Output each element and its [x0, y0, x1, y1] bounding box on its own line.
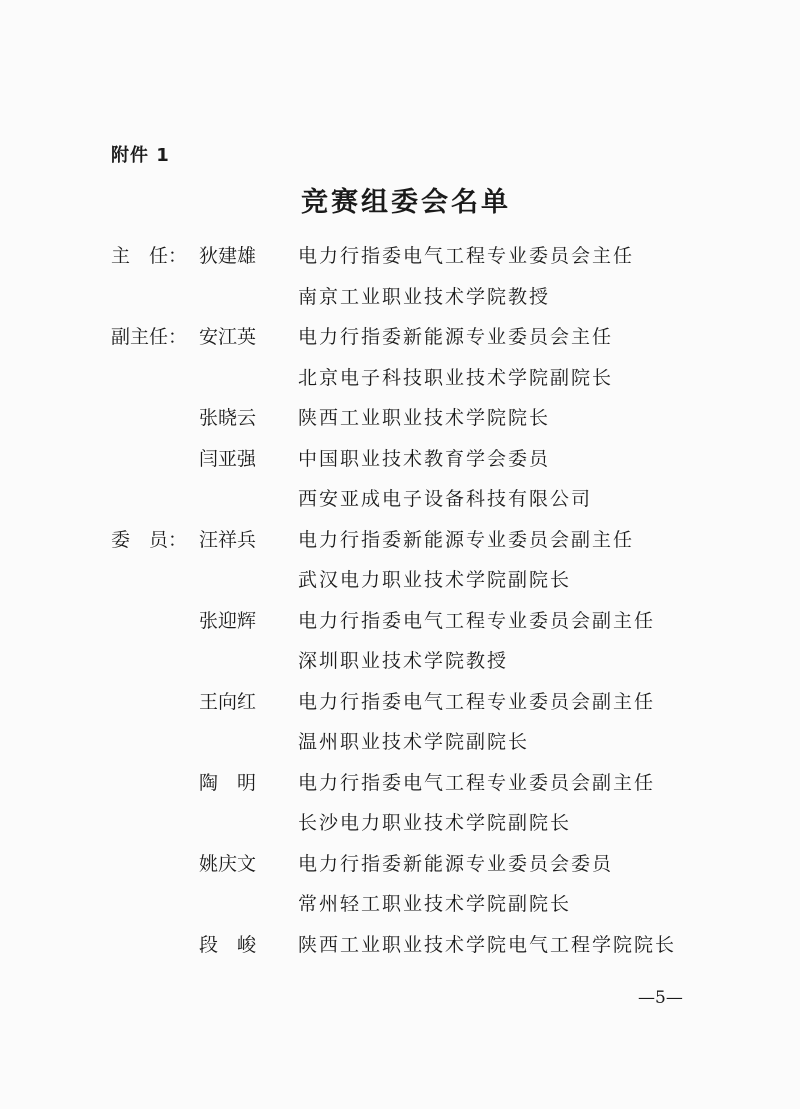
member-name: 陶 明	[199, 771, 257, 794]
member-position: 北京电子科技职业技术学院副院长	[298, 366, 614, 389]
member-position: 中国职业技术教育学会委员	[298, 447, 551, 470]
member-position: 长沙电力职业技术学院副院长	[298, 812, 572, 834]
list-item	[111, 358, 711, 399]
member-position: 电力行指委电气工程专业委员会副主任	[298, 690, 656, 713]
list-item	[111, 236, 711, 277]
list-item	[111, 560, 711, 601]
attachment-label: 附件 1	[111, 145, 170, 166]
member-position: 电力行指委新能源专业委员会委员	[298, 852, 614, 875]
member-role: 主 任：	[111, 245, 188, 267]
member-name: 张晓云	[199, 407, 257, 429]
list-item	[111, 803, 711, 844]
list-item	[111, 398, 711, 439]
member-position: 常州轻工职业技术学院副院长	[298, 893, 572, 915]
member-name: 姚庆文	[199, 852, 257, 875]
list-item	[111, 277, 711, 318]
member-position: 陕西工业职业技术学院电气工程学院院长	[298, 933, 677, 956]
member-name: 闫亚强	[199, 447, 257, 470]
member-position: 武汉电力职业技术学院副院长	[298, 569, 572, 591]
member-role: 委 员：	[111, 528, 188, 551]
list-item	[111, 317, 711, 358]
list-item	[111, 439, 711, 480]
member-name: 安江英	[199, 326, 257, 348]
member-name: 王向红	[199, 690, 257, 713]
list-item	[111, 641, 711, 682]
page-number: —5—	[638, 988, 683, 1008]
member-position: 电力行指委电气工程专业委员会副主任	[298, 771, 656, 794]
member-position: 电力行指委电气工程专业委员会副主任	[298, 609, 656, 632]
member-role: 副主任：	[111, 326, 188, 348]
member-position: 西安亚成电子设备科技有限公司	[298, 488, 593, 510]
member-name: 狄建雄	[199, 245, 257, 267]
member-position: 陕西工业职业技术学院院长	[298, 407, 551, 429]
committee-list	[111, 236, 711, 965]
member-position: 电力行指委新能源专业委员会主任	[298, 326, 614, 348]
list-item	[111, 601, 711, 642]
list-item	[111, 520, 711, 561]
member-name: 段 峻	[199, 933, 257, 956]
list-item	[111, 925, 711, 966]
list-item	[111, 884, 711, 925]
member-position: 深圳职业技术学院教授	[298, 650, 509, 672]
member-position: 电力行指委新能源专业委员会副主任	[298, 528, 635, 551]
page-title: 竞赛组委会名单	[301, 187, 511, 218]
list-item	[111, 479, 711, 520]
member-name: 汪祥兵	[199, 528, 257, 551]
member-name: 张迎辉	[199, 609, 257, 632]
list-item	[111, 763, 711, 804]
list-item	[111, 722, 711, 763]
list-item	[111, 682, 711, 723]
member-position: 南京工业职业技术学院教授	[298, 285, 551, 308]
list-item	[111, 844, 711, 885]
member-position: 电力行指委电气工程专业委员会主任	[298, 245, 635, 267]
member-position: 温州职业技术学院副院长	[298, 731, 530, 753]
